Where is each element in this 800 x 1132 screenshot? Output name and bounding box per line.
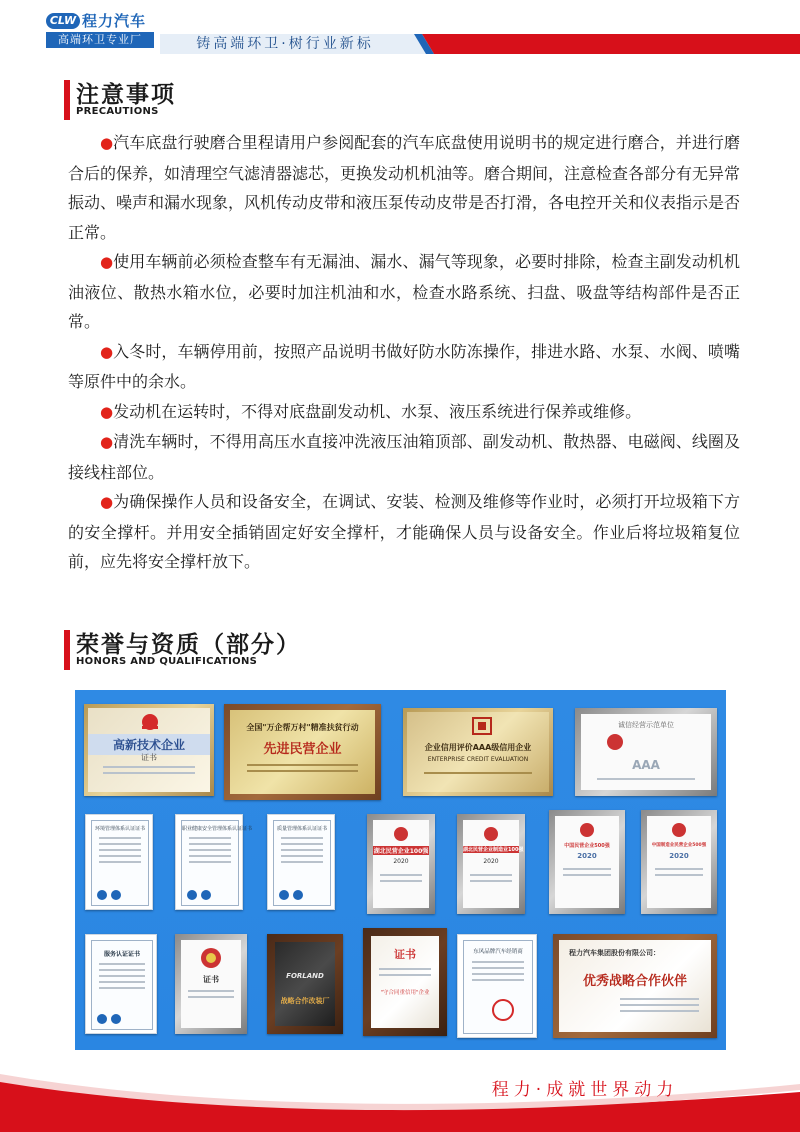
precautions-list (68, 128, 740, 577)
badge-icon (186, 889, 236, 901)
precaution-item: ●发动机在运转时，不得对底盘副发动机、水泵、液压系统进行保养或维修。 (100, 401, 642, 421)
brand-tagline: 高端环卫专业厂 (46, 32, 154, 48)
precaution-item: ●为确保操作人员和设备安全，在调试、安装、检测及维修等作业时，必须打开垃圾箱下方的安全撑杆。并用安全插销固定好安全撑杆，才能确保人员与设备安全。作业后将垃圾箱复位前，应先将安全撑杆放下。 (68, 492, 740, 571)
certificate-service: 服务认证证书 (85, 934, 157, 1034)
precaution-item: ●汽车底盘行驶磨合里程请用户参阅配套的汽车底盘使用说明书的规定进行磨合，并进行磨合后的保养，如清理空气滤清器滤芯，更换发动机机油等。磨合期间，注意检查各部分有无异常振动、噪声和漏水现象，风机传动皮带和液压泵传动皮带是否打滑，各电控开关和仪表指示是否正常。 (68, 133, 741, 242)
certificate-hubei-mfg-top100: 湖北民营企业制造业100强 2020 (457, 814, 525, 914)
badge-icon (96, 889, 146, 901)
emblem-icon (669, 822, 689, 838)
brand-name: 程力汽车 (82, 12, 147, 30)
bullet-icon: ● (100, 134, 114, 152)
certificate-strategic-partner: 程力汽车集团股份有限公司： 优秀战略合作伙伴 (553, 934, 717, 1038)
page-footer (0, 1072, 800, 1132)
precaution-item: ●清洗车辆时，不得用高压水直接冲洗液压油箱顶部、副发动机、散热器、电磁阀、线圈及接线柱部位。 (68, 432, 740, 482)
certificate-private-enterprise: 全国"万企帮万村"精准扶贫行动 先进民营企业 (224, 704, 381, 800)
header-slogan: 铸高端环卫·树行业新标 (196, 36, 374, 52)
certificate-china-mfg-top500: 中国制造业民营企业500强 2020 (641, 810, 717, 914)
certificate-seal: 证书 (175, 934, 247, 1034)
bullet-icon: ● (100, 253, 114, 271)
badge-icon (96, 1013, 146, 1025)
certificate-integrity: 诚信经营示范单位 AAA (575, 708, 717, 796)
bullet-icon: ● (100, 433, 114, 451)
heading-accent-bar (64, 630, 70, 670)
badge-icon (278, 889, 328, 901)
emblem-icon (132, 712, 168, 732)
certificate-contract-credit: 证书 "守合同重信用"企业 (363, 928, 447, 1036)
certificate-china-top500: 中国民营企业500强 2020 (549, 810, 625, 914)
certificate-quality-mgmt: 质量管理体系认证证书 (267, 814, 335, 910)
certificate-high-tech: 高新技术企业 证书 (84, 704, 214, 796)
page-header (0, 0, 800, 62)
certificate-hubei-top100: 湖北民营企业100强 2020 (367, 814, 435, 914)
precautions-title: 注意事项 (76, 82, 176, 108)
emblem-icon (470, 716, 494, 736)
honors-subtitle: HONORS AND QUALIFICATIONS (76, 656, 258, 667)
heading-accent-bar (64, 80, 70, 120)
red-seal-icon (492, 999, 514, 1021)
company-logo (46, 12, 154, 48)
precautions-subtitle: PRECAUTIONS (76, 106, 159, 117)
seal-icon (199, 946, 223, 970)
precaution-item: ●使用车辆前必须检查整车有无漏油、漏水、漏气等现象，必要时排除，检查主副发动机机油液位、散热水箱水位，必要时加注机油和水，检查水路系统、扫盘、吸盘等结构部件是否正常。 (68, 252, 740, 331)
certificate-forland: FORLAND 战略合作改装厂 (267, 934, 343, 1034)
certificate-ohs-mgmt: 职业健康安全管理体系认证证书 (175, 814, 243, 910)
precaution-item: ●入冬时，车辆停用前，按照产品说明书做好防水防冻操作，排进水路、水泵、水阀、喷嘴等原件中的余水。 (68, 341, 740, 391)
bullet-icon: ● (100, 342, 114, 361)
footer-slogan: 程力·成就世界动力 (491, 1080, 679, 1100)
emblem-icon (577, 822, 597, 838)
honors-title: 荣誉与资质（部分） (76, 632, 301, 658)
certificates-panel (75, 690, 726, 1050)
certificate-dongfeng-dealer: 东风品牌汽车经销商 (457, 934, 537, 1038)
emblem-icon (481, 826, 501, 842)
emblem-icon (603, 732, 627, 752)
bullet-icon: ● (100, 402, 114, 421)
bullet-icon: ● (100, 493, 114, 511)
clw-logo-mark: CLW (46, 13, 80, 29)
certificate-credit-aaa: 企业信用评价AAA级信用企业 ENTERPRISE CREDIT EVALUATION (403, 708, 553, 796)
certificate-env-mgmt: 环境管理体系认证证书 (85, 814, 153, 910)
emblem-icon (391, 826, 411, 842)
